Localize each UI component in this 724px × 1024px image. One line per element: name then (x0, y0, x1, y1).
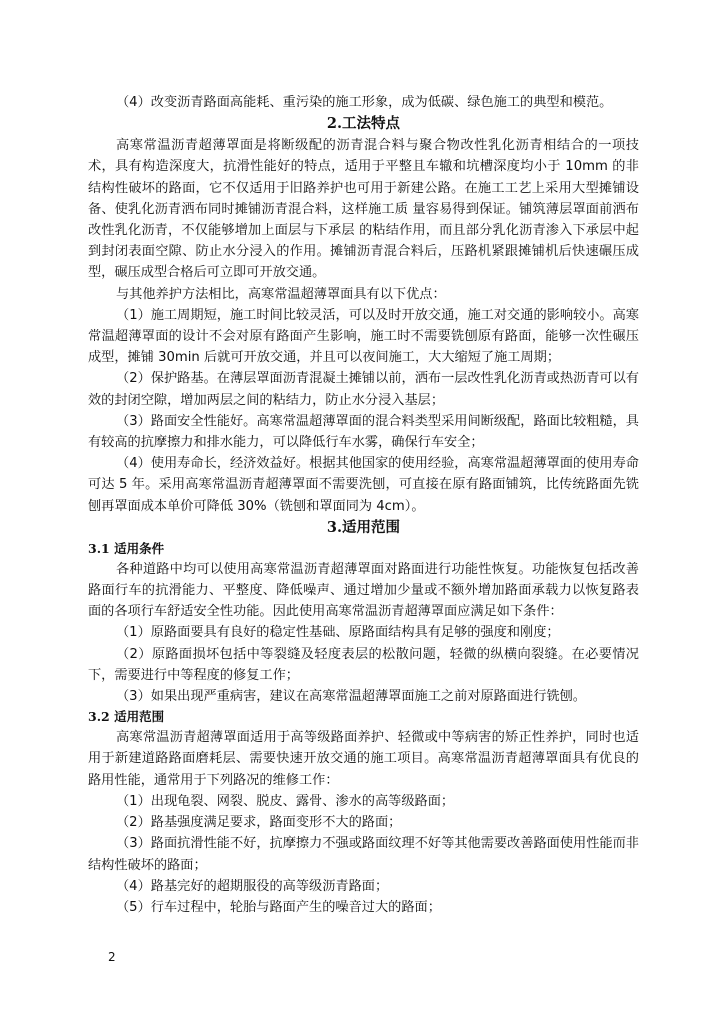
section2-paragraph-2: 与其他养护方法相比，高寒常温超薄罩面具有以下优点： (116, 286, 446, 302)
section3-1-heading: 3.1 适用条件 (88, 540, 165, 556)
section3-2-paragraph: 高寒常温沥青超薄罩面适用于高等级路面养护、轻微或中等病害的矫正性养护，同时也适用于新建道路路面磨耗层、需要快速开放交通的施工项目。高寒常温沥青超薄罩面具有优良的路用性能，通常用于下列路况的维修工作： (88, 730, 639, 788)
section2-list-item: （1）施工周期短，施工时间比较灵活，可以及时开放交通，施工对交通的影响较小。高寒常温超薄罩面的设计不会对原有路面产生影响，施工时不需要铣刨原有路面，能够一次性碾压成型，摊铺 30min 后就可开放交通，并且可以夜间施工，大大缩短了施工周期； (88, 307, 639, 366)
section2-heading: 2.工法特点 (326, 115, 401, 133)
page-number: 2 (108, 950, 116, 964)
section3-2-list-item: （2）路基强度满足要求，路面变形不大的路面； (116, 815, 402, 831)
section2-list-item: （2）保护路基。在薄层罩面沥青混凝土摊铺以前，洒布一层改性乳化沥青或热沥青可以有效的封闭空隙，增加两层之间的粘结力，防止水分浸入基层； (88, 371, 639, 408)
section3-2-heading: 3.2 适用范围 (88, 709, 165, 725)
section3-2-list-item: （3）路面抗滑性能不好，抗摩擦力不强或路面纹理不好等其他需要改善路面使用性能而非结构性破坏的路面； (88, 836, 639, 873)
section3-1-list-item: （1）原路面要具有良好的稳定性基础、原路面结构具有足够的强度和刚度； (116, 625, 560, 641)
section3-2-list-item: （1）出现龟裂、网裂、脱皮、露骨、渗水的高等级路面； (116, 793, 455, 809)
document-page (88, 92, 639, 918)
section2-list-item: （4）使用寿命长，经济效益好。根据其他国家的使用经验，高寒常温超薄罩面的使用寿命可达 5 年。采用高寒常温沥青超薄罩面不需要洗刨，可直接在原有路面铺筑，比传统路面先铣刨再罩面成本单价可降低 30%（铣刨和罩面同为 4cm）。 (88, 456, 639, 514)
section3-2-list-item: （4）路基完好的超期服役的高等级沥青路面； (116, 878, 389, 894)
section3-2-list-item: （5）行车过程中，轮胎与路面产生的噪音过大的路面； (116, 899, 441, 915)
section3-1-paragraph: 各种道路中均可以使用高寒常温沥青超薄罩面对路面进行功能性恢复。功能恢复包括改善路面行车的抗滑能力、平整度、降低噪声、通过增加少量或不额外增加路面承载力以恢复路表面的各项行车舒适安全性功能。因此使用高寒常温沥青超薄罩面应满足如下条件： (88, 561, 639, 620)
section1-item-4: （4）改变沥青路面高能耗、重污染的施工形象，成为低碳、绿色施工的典型和模范。 (116, 95, 613, 110)
section2-list-item: （3）路面安全性能好。高寒常温超薄罩面的混合料类型采用间断级配，路面比较粗糙，具有较高的抗摩擦力和排水能力，可以降低行车水雾，确保行车安全； (88, 413, 639, 451)
section3-heading: 3.适用范围 (326, 518, 401, 536)
section3-1-list-item: （2）原路面损坏包括中等裂缝及轻度表层的松散问题，轻微的纵横向裂缝。在必要情况下，需要进行中等程度的修复工作； (88, 646, 639, 683)
section3-1-list-item: （3）如果出现严重病害，建议在高寒常温超薄罩面施工之前对原路面进行铣刨。 (116, 689, 586, 705)
section2-paragraph-1: 高寒常温沥青超薄罩面是将断级配的沥青混合料与聚合物改性乳化沥青相结合的一项技术，具有构造深度大，抗滑性能好的特点，适用于平整且车辙和坑槽深度均小于 10mm 的非结构性破坏的路面，它不仅适用于旧路养护也可用于新建公路。在施工工艺上采用大型摊铺设备、使乳化沥青洒布同时摊铺沥青混合料，这样施工质 量容易得到保证。铺筑薄层罩面前洒布改性乳化沥青，不仅能够增加上面层与下承层 的粘结作用，而且部分乳化沥青渗入下承层中起到封闭表面空隙、防止水分浸入的作用。摊铺沥青混合料后，压路机紧跟摊铺机后快速碾压成型，碾压成型合格后可立即可开放交通。 (88, 138, 639, 281)
